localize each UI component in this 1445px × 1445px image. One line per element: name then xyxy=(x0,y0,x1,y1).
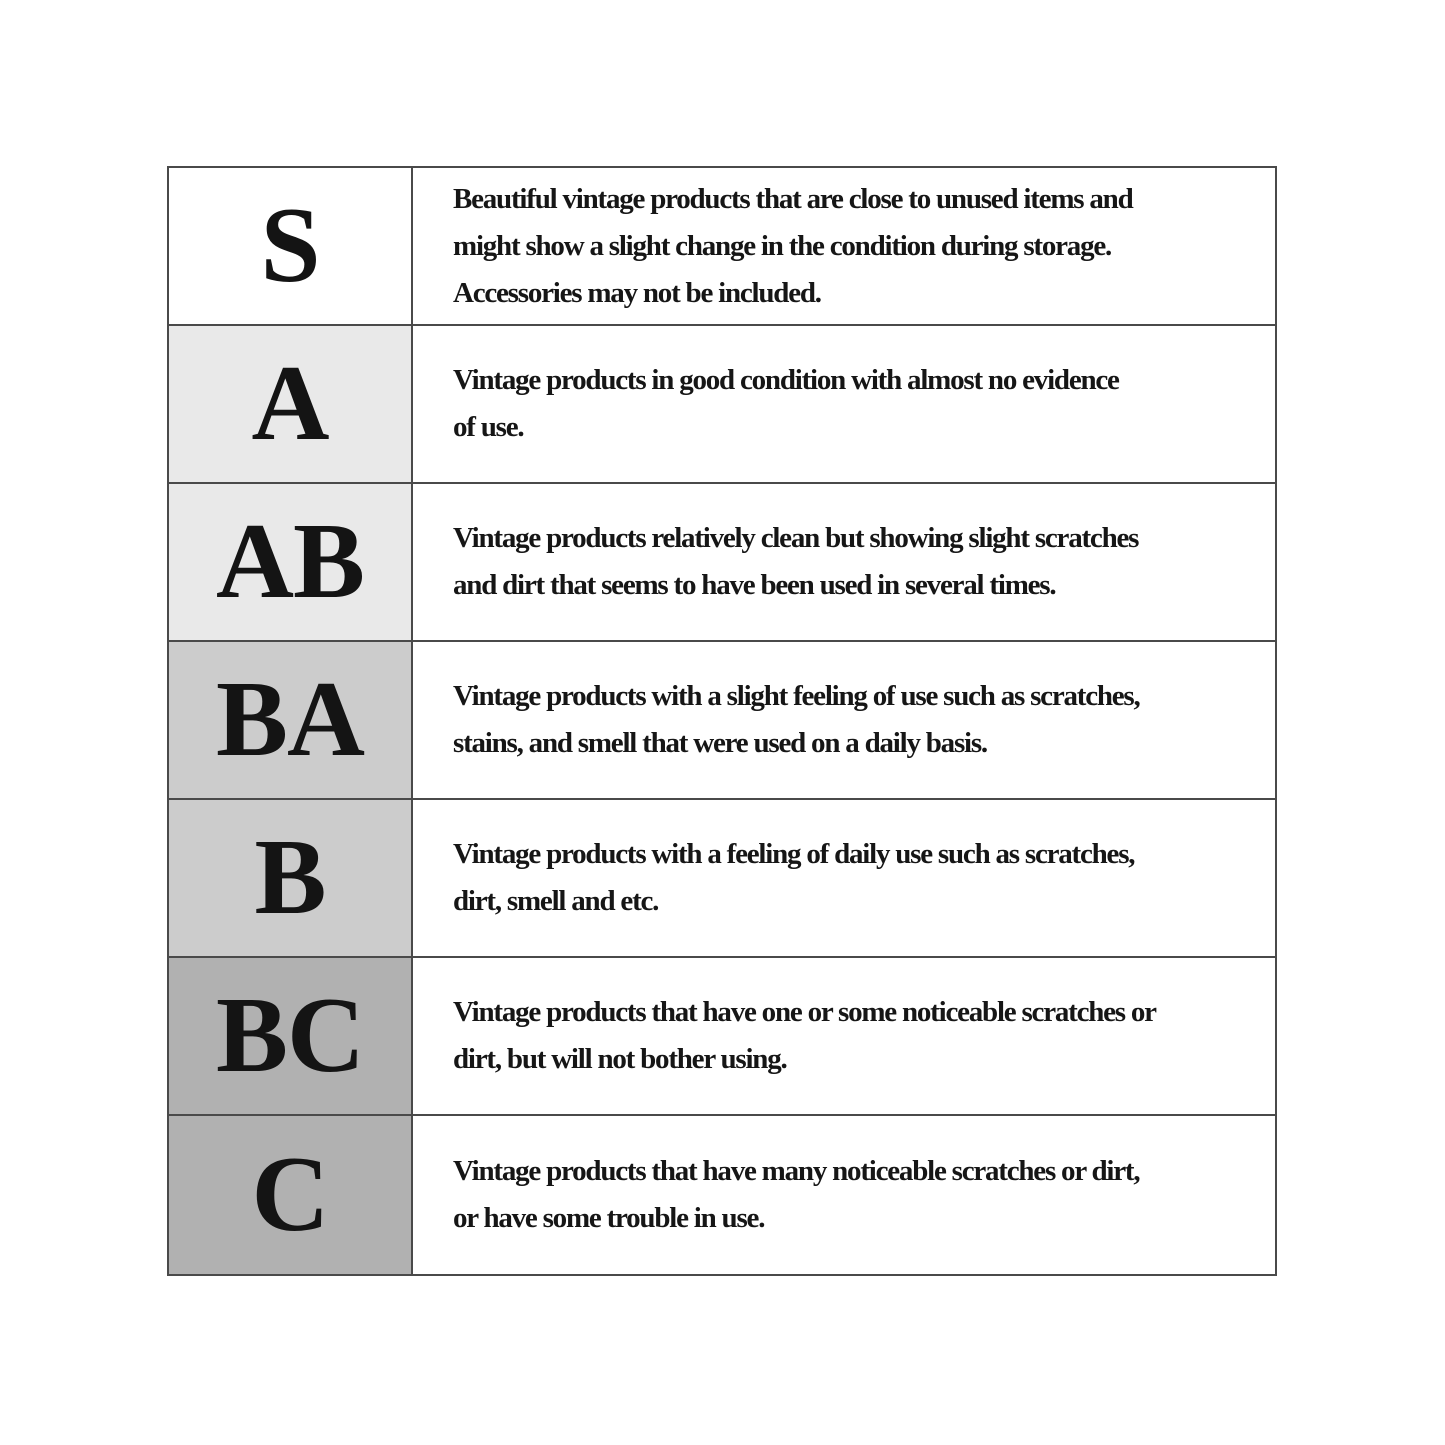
description-cell-ab xyxy=(413,484,1275,640)
grade-label-ba: BA xyxy=(215,660,365,779)
condition-grade-table xyxy=(167,166,1277,1276)
table-row-c xyxy=(169,1116,1275,1274)
grade-label-bc: BC xyxy=(215,976,365,1095)
table-row-s xyxy=(169,168,1275,326)
description-line: dirt, smell and etc. xyxy=(453,885,659,917)
description-line: stains, and smell that were used on a daily basis. xyxy=(453,727,987,759)
table-row-ba xyxy=(169,642,1275,800)
grade-label-ab: AB xyxy=(215,502,365,621)
description-line: might show a slight change in the condition during storage. xyxy=(453,229,1112,262)
grade-label-a: A xyxy=(251,344,329,463)
description-cell-bc xyxy=(413,958,1275,1114)
description-line: or have some trouble in use. xyxy=(453,1202,765,1234)
grade-cell-a xyxy=(169,326,413,482)
grade-label-b: B xyxy=(254,818,326,937)
description-line: dirt, but will not bother using. xyxy=(453,1043,787,1075)
table-row-ab xyxy=(169,484,1275,642)
description-cell-c xyxy=(413,1116,1275,1274)
description-line: Vintage products with a feeling of daily use such as scratches, xyxy=(453,838,1135,870)
table-row-bc xyxy=(169,958,1275,1116)
description-line: Vintage products that have one or some noticeable scratches or xyxy=(453,996,1156,1028)
grade-cell-ba xyxy=(169,642,413,798)
description-line: Vintage products relatively clean but showing slight scratches xyxy=(453,522,1139,554)
description-line: of use. xyxy=(453,411,524,443)
grade-cell-b xyxy=(169,800,413,956)
description-line: and dirt that seems to have been used in several times. xyxy=(453,569,1056,601)
description-line: Vintage products in good condition with almost no evidence xyxy=(453,364,1119,396)
description-cell-ba xyxy=(413,642,1275,798)
grade-cell-bc xyxy=(169,958,413,1114)
description-cell-b xyxy=(413,800,1275,956)
grade-cell-ab xyxy=(169,484,413,640)
description-line: Accessories may not be included. xyxy=(453,276,821,309)
description-line: Vintage products with a slight feeling of use such as scratches, xyxy=(453,680,1140,712)
description-line: Vintage products that have many noticeable scratches or dirt, xyxy=(453,1155,1140,1187)
grade-label-s: S xyxy=(260,186,320,305)
grade-cell-c xyxy=(169,1116,413,1274)
grade-label-c: C xyxy=(251,1135,329,1254)
grade-cell-s xyxy=(169,168,413,324)
description-line: Beautiful vintage products that are close to unused items and xyxy=(453,182,1133,215)
description-cell-a xyxy=(413,326,1275,482)
table-row-a xyxy=(169,326,1275,484)
table-row-b xyxy=(169,800,1275,958)
description-cell-s xyxy=(413,168,1275,324)
